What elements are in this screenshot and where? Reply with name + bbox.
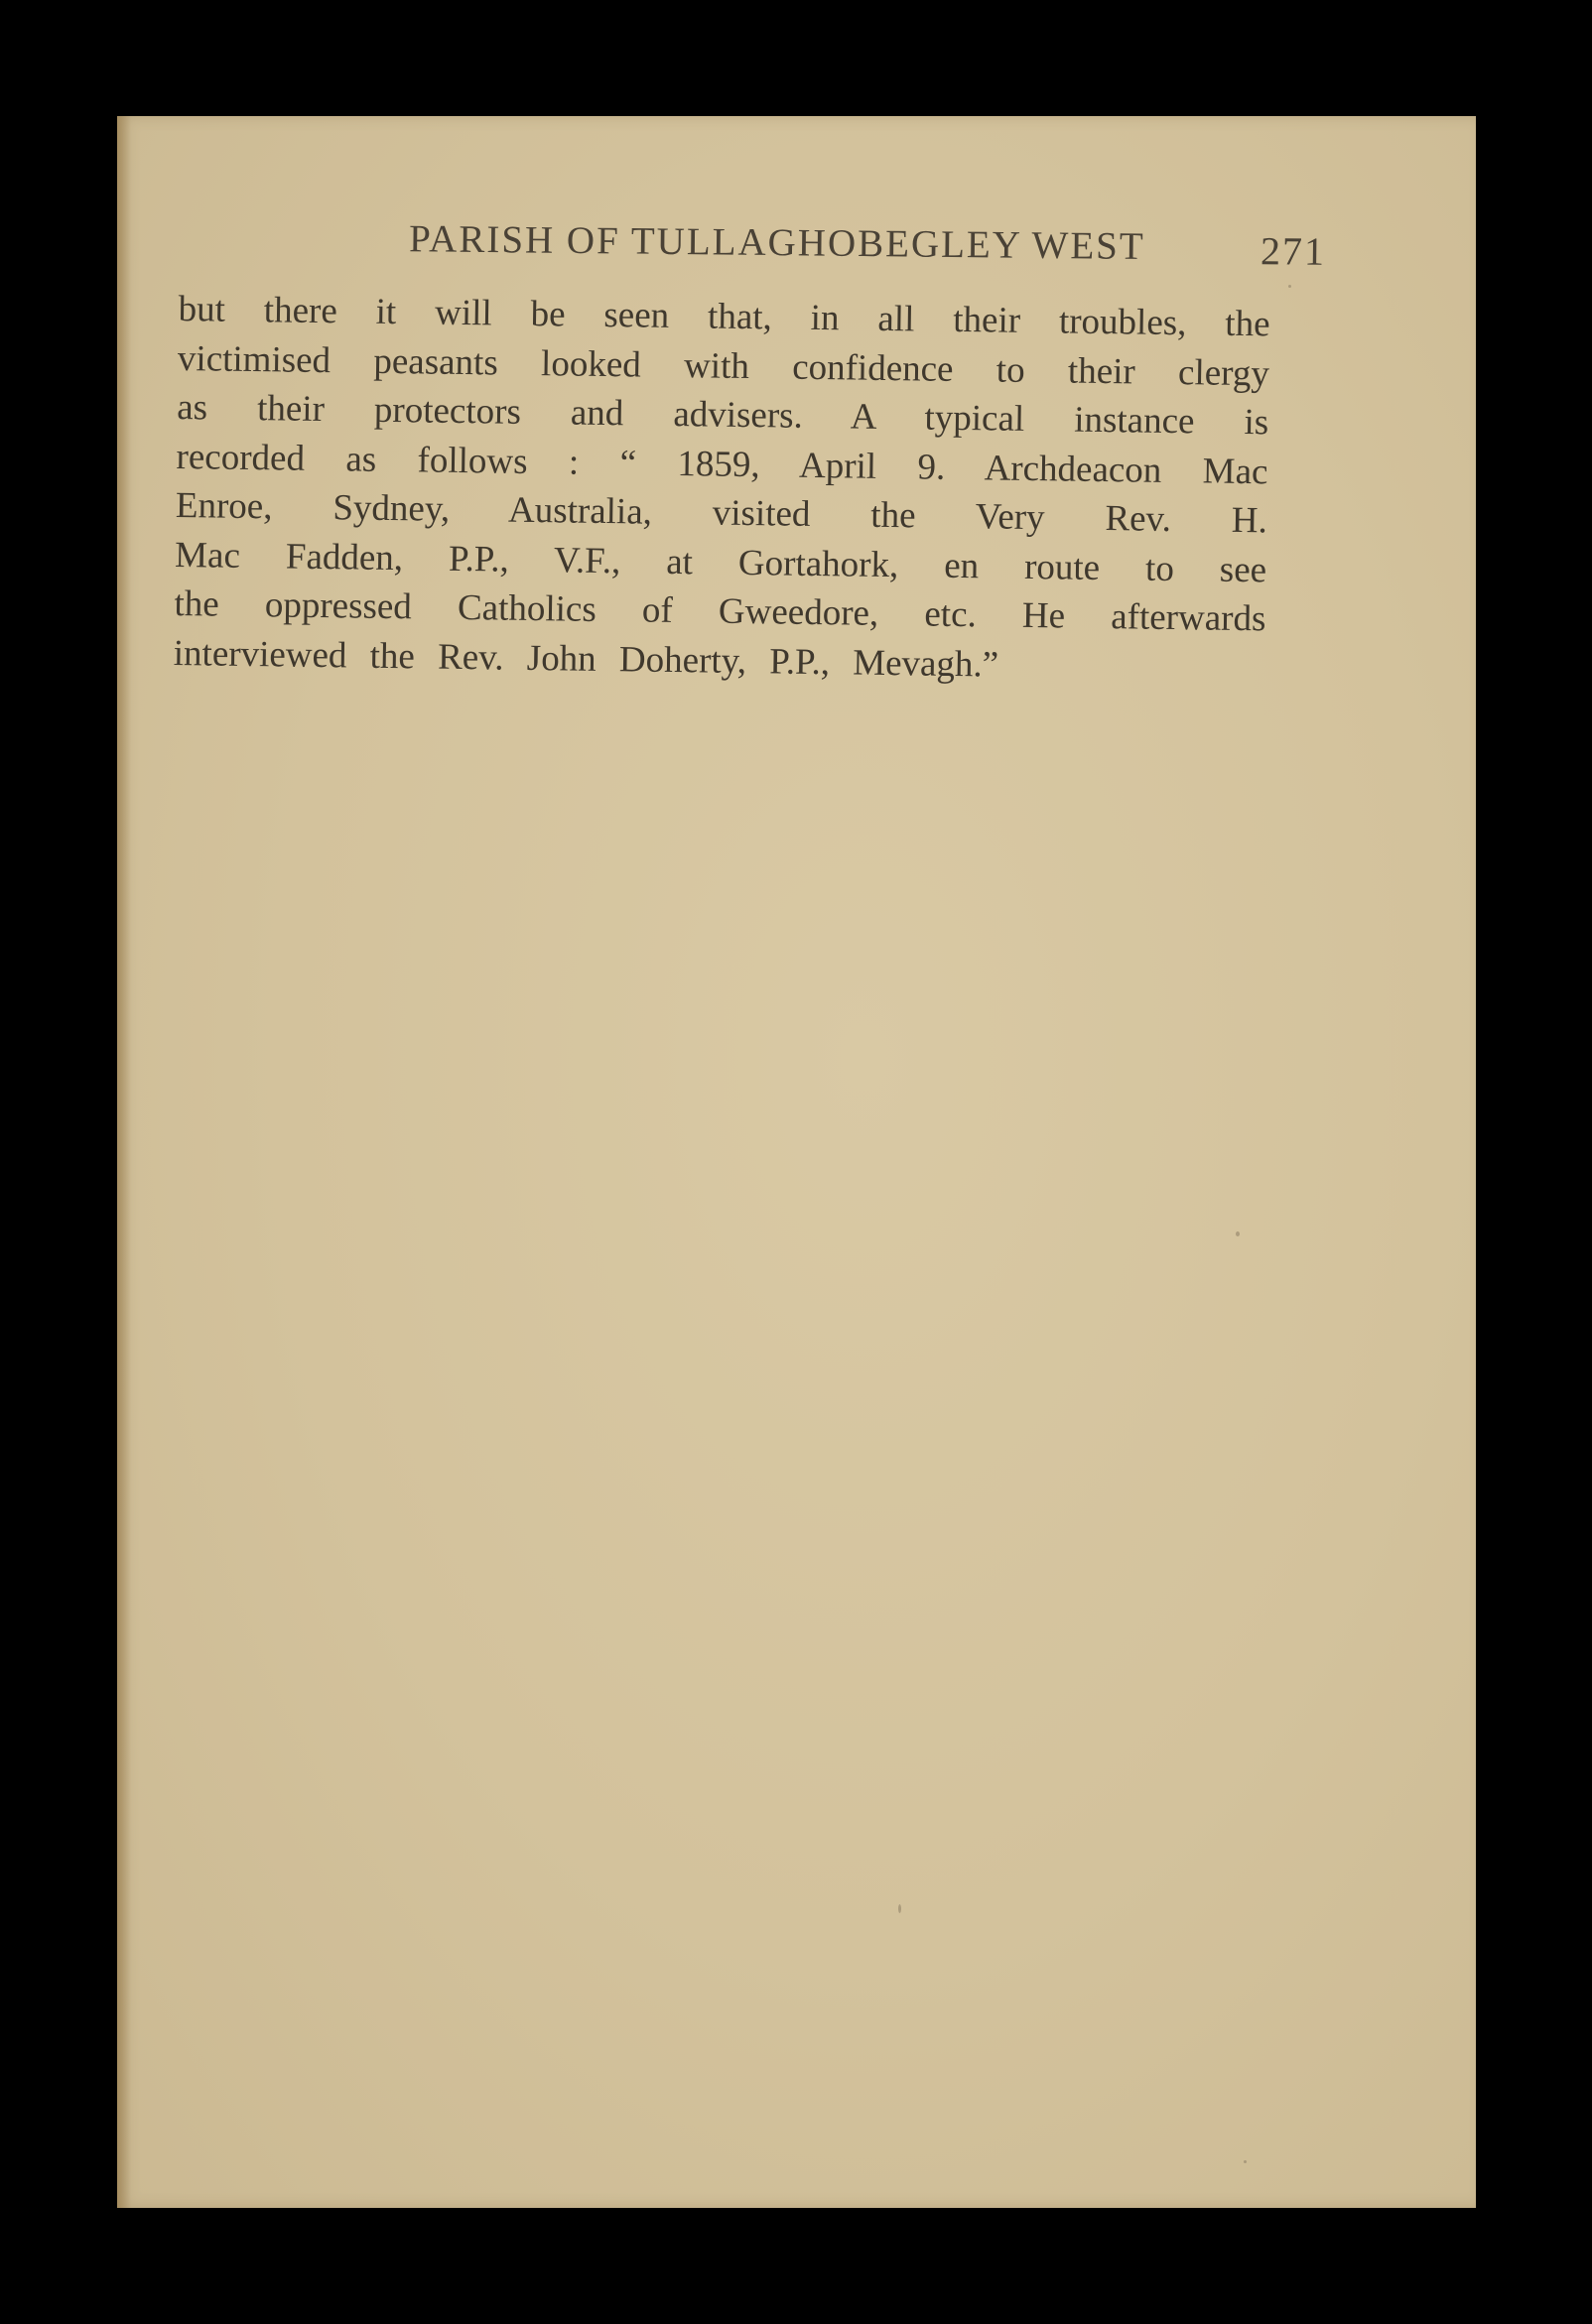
page-number: 271: [1260, 228, 1327, 274]
paper-speck: [1288, 285, 1291, 288]
text-line: the oppressed Catholics of Gweedore, etc. He afterwards: [174, 582, 1266, 640]
text-line: Mac Fadden, P.P., V.F., at Gortahork, en route to see: [174, 534, 1267, 590]
paper-speck: [1244, 2160, 1247, 2163]
text-line: as their protectors and advisers. A typical instance is: [176, 386, 1269, 444]
running-head: [294, 215, 1367, 286]
paper-speck: [1236, 1231, 1240, 1236]
text-line: but there it will be seen that, in all their troubles, the: [178, 288, 1270, 345]
page-gutter-shadow: [117, 116, 131, 2208]
text-line: recorded as follows : “ 1859, April 9. Archdeacon Mac: [176, 436, 1268, 492]
book-page: [117, 116, 1476, 2208]
body-paragraph: [173, 285, 1269, 693]
running-head-title: PARISH OF TULLAGHOBEGLEY WEST: [408, 217, 1145, 268]
text-line: Enroe, Sydney, Australia, visited the Very Rev. H.: [175, 484, 1268, 542]
paper-speck: [898, 1904, 901, 1913]
text-line: victimised peasants looked with confidence to their clergy: [177, 337, 1270, 394]
text-line: interviewed the Rev. John Doherty, P.P., Mevagh.”: [173, 632, 999, 686]
